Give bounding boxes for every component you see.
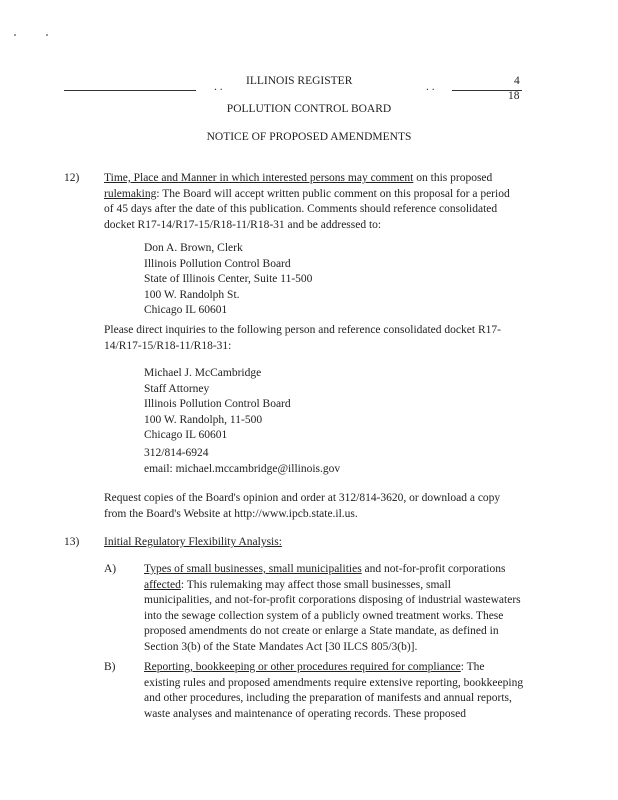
request-paragraph: Request copies of the Board's opinion and order at 312/814-3620, or download a copy from the Board's Website at http://www.ipcb.state.il.us.	[104, 492, 501, 520]
item-a-heading-part1: Types of small businesses, small municipalities	[144, 563, 362, 575]
contact-phone-email	[144, 446, 340, 477]
contact-phone: 312/814-6924	[144, 447, 209, 459]
item-b-heading: Reporting, bookkeeping or other procedures required for compliance	[144, 661, 461, 673]
item-b-paragraph: Reporting, bookkeeping or other procedures required for compliance: The existing rules and proposed amendments require extensive reporting, bookkeeping and other procedures, including the preparation of manifests and annual reports, waste analyses and maintenance of operating records. These proposed	[144, 661, 524, 720]
section-13-heading: Initial Regulatory Flexibility Analysis:	[104, 536, 282, 548]
section-12-heading-part2: rulemaking	[104, 187, 157, 200]
section-12-intro: Time, Place and Manner in which interested persons may comment on this proposed rulemaking: The Board will accept written public comment on this proposal for a period of 45 days after the date of this publication. Comments should reference consolidated docket R17-14/R17-15/R18-11/R18-31 and be addressed to:	[104, 172, 510, 231]
page-number: 4	[514, 75, 520, 87]
clerk-address: Don A. Brown, Clerk Illinois Pollution Control Board State of Illinois Center, Suite 11-500 100 W. Randolph St. Chicago IL 60601	[144, 242, 313, 316]
header-dots-left: . .	[214, 81, 223, 93]
item-a-label: A)	[104, 563, 117, 575]
notice-title: NOTICE OF PROPOSED AMENDMENTS	[206, 131, 412, 143]
contact-email: email: michael.mccambridge@illinois.gov	[144, 462, 341, 475]
section-13-number: 13)	[64, 536, 80, 548]
contact-address: Michael J. McCambridge Staff Attorney Illinois Pollution Control Board 100 W. Randolph, 11-500 Chicago IL 60601	[144, 367, 291, 441]
item-a-paragraph: Types of small businesses, small municipalities and not-for-profit corporations affected: This rulemaking may affect those small businesses, small municipalities, and not-for-profit corporations disposing of industrial wastewaters into the sewage collection system of a publicly owned treatment works. These proposed amendments do not create or enlarge a State mandate, as defined in Section 3(b) of the State Mandates Act [30 ILCS 805/3(b)].	[144, 563, 521, 653]
board-title: POLLUTION CONTROL BOARD	[226, 103, 392, 115]
issue-number: 18	[508, 90, 520, 102]
item-b-label: B)	[104, 661, 116, 673]
item-a-heading-part2: affected	[144, 578, 181, 591]
header-rule-left	[64, 90, 196, 91]
register-title: ILLINOIS REGISTER	[246, 75, 353, 87]
header-dots-right: . .	[426, 81, 435, 93]
section-12-number: 12)	[64, 172, 80, 184]
inquiry-paragraph: Please direct inquiries to the following person and reference consolidated docket R17- 14/R17-15/R18-11/R18-31:	[104, 324, 501, 352]
section-12-heading-part1: Time, Place and Manner in which interested persons may comment	[104, 172, 414, 184]
scan-speck	[46, 34, 48, 36]
scan-speck	[14, 34, 16, 36]
